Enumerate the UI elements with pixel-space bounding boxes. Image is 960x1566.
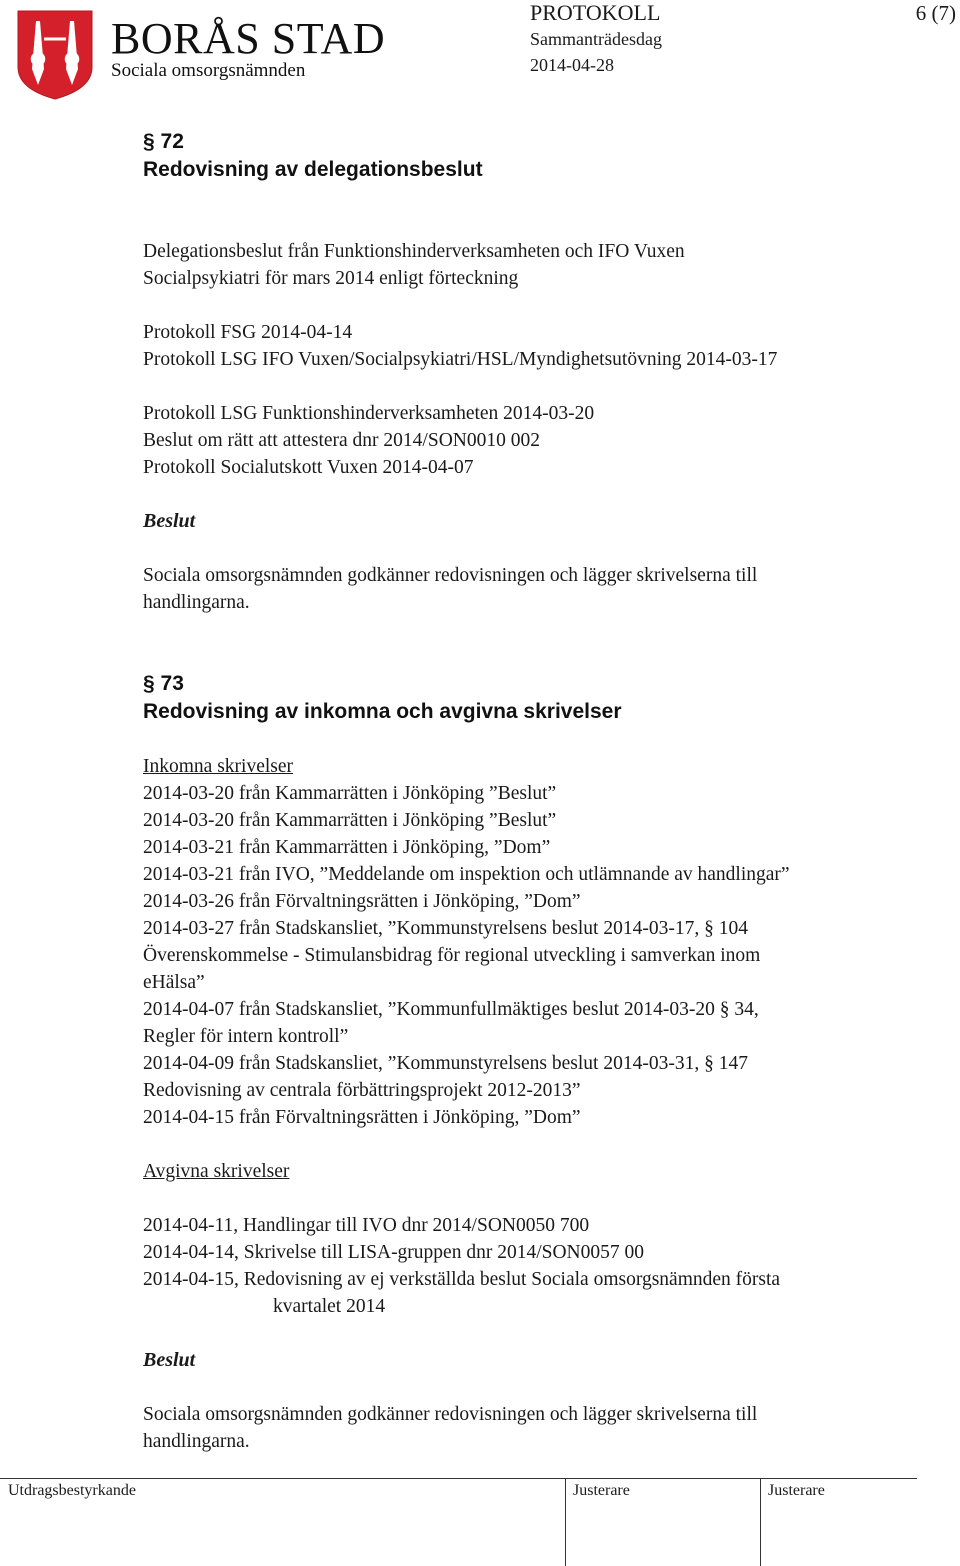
- section-title: Redovisning av inkomna och avgivna skrivelser: [143, 700, 622, 723]
- meeting-date: 2014-04-28: [530, 55, 614, 75]
- list-item: 2014-04-15 från Förvaltningsrätten i Jönköping, ”Dom”: [143, 1107, 581, 1128]
- brand-name: BORÅS STAD: [111, 14, 386, 63]
- footer-column-divider: [760, 1478, 761, 1566]
- incoming-list: [143, 780, 920, 1131]
- justerare-label: Justerare: [768, 1482, 825, 1499]
- paragraph-line: Beslut om rätt att attestera dnr 2014/SON0010 002: [143, 430, 540, 451]
- paragraph-line: Protokoll Socialutskott Vuxen 2014-04-07: [143, 457, 474, 478]
- section-number: § 72: [143, 130, 184, 153]
- paragraph-line: Protokoll LSG IFO Vuxen/Socialpsykiatri/HSL/Myndighetsutövning 2014-03-17: [143, 349, 778, 370]
- list-item: eHälsa”: [143, 972, 205, 993]
- boras-stad-shield-logo: [16, 9, 94, 101]
- list-item: 2014-04-15, Redovisning av ej verkställda beslut Sociala omsorgsnämnden första: [143, 1269, 781, 1290]
- footer-column-divider: [565, 1478, 566, 1566]
- list-item: 2014-04-14, Skrivelse till LISA-gruppen dnr 2014/SON0057 00: [143, 1242, 645, 1263]
- list-item: 2014-04-07 från Stadskansliet, ”Kommunfullmäktiges beslut 2014-03-20 § 34,: [143, 999, 759, 1020]
- list-item-continuation: kvartalet 2014: [273, 1296, 386, 1317]
- decision-line: handlingarna.: [143, 1431, 250, 1452]
- brand-subtitle: Sociala omsorgsnämnden: [111, 60, 306, 81]
- list-item: 2014-03-26 från Förvaltningsrätten i Jönköping, ”Dom”: [143, 891, 581, 912]
- outgoing-heading: Avgivna skrivelser: [143, 1161, 290, 1182]
- list-item: 2014-03-20 från Kammarrätten i Jönköping ”Beslut”: [143, 810, 557, 831]
- list-item: 2014-03-21 från IVO, ”Meddelande om inspektion och utlämnande av handlingar”: [143, 864, 790, 885]
- decision-line: Sociala omsorgsnämnden godkänner redovisningen och lägger skrivelserna till: [143, 565, 758, 586]
- meeting-label: Sammanträdesdag: [530, 29, 662, 49]
- utdragsbestyrkande-label: Utdragsbestyrkande: [8, 1482, 136, 1499]
- paragraph-line: Protokoll FSG 2014-04-14: [143, 322, 353, 343]
- section-number: § 73: [143, 672, 184, 695]
- header-meta: [530, 0, 662, 78]
- list-item: 2014-04-11, Handlingar till IVO dnr 2014/SON0050 700: [143, 1215, 590, 1236]
- doc-type: PROTOKOLL: [530, 0, 661, 25]
- list-item: 2014-03-21 från Kammarrätten i Jönköping, ”Dom”: [143, 837, 551, 858]
- incoming-heading: Inkomna skrivelser: [143, 756, 294, 777]
- document-body: [143, 128, 920, 1455]
- decision-line: Sociala omsorgsnämnden godkänner redovisningen och lägger skrivelserna till: [143, 1404, 758, 1425]
- justerare-label: Justerare: [573, 1482, 630, 1499]
- list-item: 2014-04-09 från Stadskansliet, ”Kommunstyrelsens beslut 2014-03-31, § 147: [143, 1053, 748, 1074]
- list-item: Regler för intern kontroll”: [143, 1026, 349, 1047]
- list-item: 2014-03-20 från Kammarrätten i Jönköping ”Beslut”: [143, 783, 557, 804]
- paragraph-line: Socialpsykiatri för mars 2014 enligt förteckning: [143, 268, 519, 289]
- list-item: 2014-03-27 från Stadskansliet, ”Kommunstyrelsens beslut 2014-03-17, § 104: [143, 918, 748, 939]
- footer-divider: [0, 1478, 917, 1479]
- decision-line: handlingarna.: [143, 592, 250, 613]
- list-item: Redovisning av centrala förbättringsprojekt 2012-2013”: [143, 1080, 581, 1101]
- page-number: 6 (7): [915, 1, 956, 25]
- outgoing-list: [143, 1212, 920, 1320]
- section-title: Redovisning av delegationsbeslut: [143, 158, 483, 181]
- signature-footer: [0, 1478, 960, 1566]
- paragraph-line: Protokoll LSG Funktionshinderverksamheten 2014-03-20: [143, 403, 595, 424]
- beslut-heading: Beslut: [143, 510, 196, 532]
- paragraph-line: Delegationsbeslut från Funktionshinderverksamheten och IFO Vuxen: [143, 241, 685, 262]
- beslut-heading: Beslut: [143, 1349, 196, 1371]
- list-item: Överenskommelse - Stimulansbidrag för regional utveckling i samverkan inom: [143, 945, 761, 966]
